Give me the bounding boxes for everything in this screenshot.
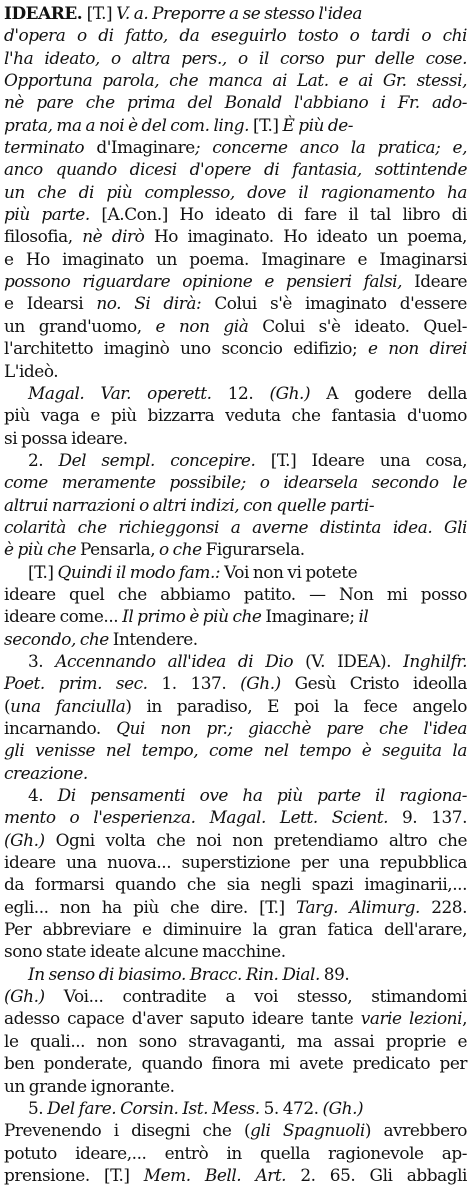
- text-segment: È più de-: [282, 114, 354, 135]
- text-segment: terminato: [4, 137, 97, 158]
- text-line: [4, 114, 467, 136]
- text-line: [4, 784, 467, 806]
- text-segment: secondo, che: [4, 628, 113, 649]
- text-segment: le quali... non sono stravaganti, ma assai proprie e: [4, 1030, 467, 1051]
- text-segment: Il primo è più che: [122, 606, 266, 627]
- text-segment: Poet. prim. sec.: [4, 673, 162, 694]
- text-segment: Ho imaginato. Ho ideato un poema,: [153, 226, 467, 247]
- text-segment: prata, ma a noi è del com. ling.: [4, 114, 253, 135]
- text-line: [4, 605, 467, 627]
- text-line: [4, 404, 467, 426]
- text-segment: l'architetto imaginò uno sconcio edifizio;: [4, 338, 368, 359]
- text-segment: 4.: [28, 785, 58, 806]
- text-segment: è più che: [4, 539, 81, 560]
- text-line: [4, 695, 467, 717]
- text-segment: Del sempl. concepire.: [58, 449, 271, 470]
- text-line: [4, 963, 467, 985]
- text-segment: d'opera o di fatto, da eseguirlo tosto o tardi o chi: [4, 25, 467, 46]
- text-segment: ).: [380, 650, 404, 671]
- text-segment: egli... non ha più che dire. [T.]: [4, 896, 296, 917]
- text-segment: Mem. Bell. Art.: [143, 1164, 301, 1185]
- text-segment: 3.: [28, 650, 56, 671]
- text-segment: Imaginare;: [265, 606, 359, 627]
- text-segment: [A.Con.] Ho ideato di fare il tal libro di: [101, 204, 467, 225]
- text-segment: 2.: [28, 449, 59, 470]
- text-segment: Inghilfr.: [403, 650, 467, 671]
- text-line: [4, 1119, 467, 1141]
- text-line: [4, 225, 467, 247]
- text-segment: Pensarla,: [80, 539, 160, 560]
- text-line: [4, 2, 467, 24]
- text-line: [4, 136, 467, 158]
- text-segment: ideare una nuova... superstizione per una repubblica: [4, 852, 467, 873]
- text-line: [4, 1075, 467, 1097]
- text-line: [4, 69, 467, 91]
- text-line: [4, 516, 467, 538]
- text-segment: (Gh.): [4, 829, 56, 850]
- text-segment: anco quando dicesi d'opere di fantasia, sottintende: [4, 159, 467, 180]
- text-line: [4, 449, 467, 471]
- text-segment: ideare quel che abbiamo patito. — Non mi posso: [4, 583, 467, 604]
- text-segment: da formarsi quando che sia negli spazi imaginarii,...: [4, 874, 467, 895]
- text-segment: Del fare. Corsin. Ist. Mess.: [47, 1097, 264, 1118]
- text-segment: adesso capace d'aver saputo ideare tante: [4, 1008, 361, 1029]
- text-segment: A godere della: [326, 382, 467, 403]
- text-segment: Di pensamenti ove ha più parte il ragiona-: [57, 785, 467, 806]
- text-segment: ) avrebbero: [364, 1120, 467, 1141]
- text-segment: Opportuna parola, che manca ai Lat. e ai Gr. stessi,: [4, 70, 467, 91]
- text-segment: ,: [462, 1008, 467, 1029]
- text-segment: Gesù Cristo ideolla: [294, 673, 467, 694]
- text-line: [4, 158, 467, 180]
- text-line: [4, 494, 467, 516]
- text-line: [4, 203, 467, 225]
- text-segment: e Idearsi: [4, 293, 97, 314]
- text-segment: colarità che richieggonsi a averne distinta idea. Gli: [4, 516, 467, 537]
- text-line: [4, 382, 467, 404]
- text-segment: ) in paradiso, E poi la fece angelo: [125, 695, 467, 716]
- text-segment: filosofia,: [4, 226, 83, 247]
- text-segment: come meramente possibile; o idearsela secondo le: [4, 472, 467, 493]
- text-segment: varie lezioni: [360, 1008, 463, 1029]
- text-segment: Colui s'è imaginato d'essere: [214, 293, 467, 314]
- text-segment: (Gh.): [322, 1097, 364, 1118]
- text-line: [4, 471, 467, 493]
- text-segment: Prevenendo i disegni che (: [4, 1120, 251, 1141]
- text-segment: gli venisse nel tempo, come nel tempo è seguita la: [4, 740, 467, 761]
- text-segment: d'Imaginare: [96, 137, 195, 158]
- text-segment: un che di più complesso, dove il ragionamento ha: [4, 181, 467, 202]
- text-segment: ; concerne anco la pratica; e,: [194, 137, 467, 158]
- text-line: [4, 538, 467, 560]
- text-segment: Accennando all'idea di Dio: [55, 650, 306, 671]
- text-line: [4, 762, 467, 784]
- text-segment: 5. 472.: [263, 1097, 323, 1118]
- text-segment: L'ideò.: [4, 360, 59, 381]
- text-segment: il: [358, 606, 369, 627]
- text-segment: ideare come...: [4, 606, 123, 627]
- text-segment: Ogni volta che noi non pretendiamo altro che: [55, 829, 467, 850]
- text-line: [4, 628, 467, 650]
- text-segment: mento o l'esperienza. Magal. Lett. Scient.: [4, 807, 402, 828]
- text-segment: e Ho imaginato un poema. Imaginare e Imaginarsi: [4, 248, 467, 269]
- text-line: [4, 292, 467, 314]
- text-segment: una fanciulla: [10, 695, 126, 716]
- text-segment: [T.]: [252, 114, 283, 135]
- text-line: [4, 985, 467, 1007]
- text-segment: 228.: [431, 896, 467, 917]
- text-segment: 1. 137.: [161, 673, 241, 694]
- text-line: [4, 717, 467, 739]
- text-line: [4, 337, 467, 359]
- text-segment: 12.: [227, 382, 270, 403]
- text-segment: IDEA: [337, 650, 381, 671]
- text-line: [4, 270, 467, 292]
- text-segment: e non direi: [367, 338, 467, 359]
- text-segment: (Gh.): [269, 382, 327, 403]
- dictionary-entry-column: [4, 2, 467, 1186]
- text-segment: Ideare: [414, 271, 467, 292]
- text-segment: [T.]: [86, 3, 117, 23]
- text-line: [4, 1030, 467, 1052]
- text-line: [4, 1007, 467, 1029]
- text-segment: [T.]: [28, 561, 58, 582]
- text-line: [4, 940, 467, 962]
- text-segment: nè pare che prima del Bonald l'abbiano i Fr. ado-: [4, 92, 467, 113]
- text-line: [4, 806, 467, 828]
- text-segment: possono riguardare opinione e pensieri falsi,: [4, 271, 415, 292]
- text-line: [4, 829, 467, 851]
- text-segment: (Gh.): [240, 673, 295, 694]
- text-segment: ben ponderate, quando finora mi avete predicato per: [4, 1053, 467, 1074]
- text-segment: si possa ideare.: [4, 427, 128, 448]
- text-segment: V. a. Preporre a se stesso l'idea: [116, 3, 363, 23]
- text-line: [4, 91, 467, 113]
- text-segment: (Gh.): [4, 986, 64, 1007]
- text-segment: un grande ignorante.: [4, 1075, 175, 1096]
- text-segment: più parte.: [4, 204, 102, 225]
- text-segment: nè dirò: [82, 226, 154, 247]
- text-line: [4, 1097, 467, 1119]
- text-segment: Voi non vi potete: [224, 561, 358, 582]
- text-line: [4, 739, 467, 761]
- text-segment: Magal. Var. operett.: [28, 382, 228, 403]
- text-segment: l'ha ideato, o altra pers., o il corso pur delle cose.: [4, 47, 467, 68]
- text-segment: Colui s'è ideato. Quel-: [262, 315, 467, 336]
- text-segment: altrui narrazioni o altri indizi, con quelle parti-: [4, 494, 375, 515]
- text-segment: Intendere.: [112, 628, 198, 649]
- text-segment: 2. 65. Gli abbagli: [300, 1164, 467, 1185]
- text-line: [4, 1052, 467, 1074]
- text-segment: Figurarsela.: [205, 539, 305, 560]
- text-line: [4, 360, 467, 382]
- text-line: [4, 583, 467, 605]
- text-segment: o che: [159, 539, 206, 560]
- text-segment: sono state ideate alcune macchine.: [4, 941, 286, 962]
- text-line: [4, 1164, 467, 1186]
- text-line: [4, 851, 467, 873]
- text-line: [4, 672, 467, 694]
- text-segment: Qui non pr.; giacchè pare che l'idea: [116, 718, 467, 738]
- text-line: [4, 427, 467, 449]
- text-segment: creazione.: [4, 762, 88, 783]
- text-segment: e non già: [155, 315, 263, 336]
- text-segment: più vaga e più bizzarra veduta che fantasia d'uomo: [4, 405, 467, 426]
- text-segment: incarnando.: [4, 718, 117, 738]
- text-line: [4, 181, 467, 203]
- text-segment: Quindi il modo fam.:: [57, 561, 225, 582]
- text-segment: Per abbreviare e diminuire la gran fatica dell'arare,: [4, 919, 467, 940]
- text-line: [4, 873, 467, 895]
- text-line: [4, 315, 467, 337]
- text-segment: un grand'uomo,: [4, 315, 156, 336]
- text-segment: IDEARE.: [4, 3, 87, 23]
- text-segment: prensione. [T.]: [4, 1164, 144, 1185]
- text-segment: gli Spagnuoli: [250, 1120, 365, 1141]
- text-segment: Targ. Alimurg.: [295, 896, 432, 917]
- text-segment: (V.: [305, 650, 338, 671]
- text-segment: (: [4, 695, 11, 716]
- text-line: [4, 24, 467, 46]
- text-line: [4, 561, 467, 583]
- text-segment: In senso di biasimo. Bracc. Rin. Dial.: [28, 963, 324, 984]
- text-line: [4, 47, 467, 69]
- text-segment: Voi... contradite a voi stesso, stimandomi: [63, 986, 467, 1007]
- text-line: [4, 1142, 467, 1164]
- text-segment: no. Si dirà:: [96, 293, 215, 314]
- text-segment: 5.: [28, 1097, 48, 1118]
- text-line: [4, 918, 467, 940]
- text-line: [4, 896, 467, 918]
- text-segment: potuto ideare,... entrò in quella ragionevole ap-: [4, 1142, 467, 1163]
- text-segment: 9. 137.: [402, 807, 467, 828]
- text-line: [4, 248, 467, 270]
- text-segment: 89.: [323, 963, 350, 984]
- text-line: [4, 650, 467, 672]
- text-segment: [T.] Ideare una cosa,: [270, 449, 467, 470]
